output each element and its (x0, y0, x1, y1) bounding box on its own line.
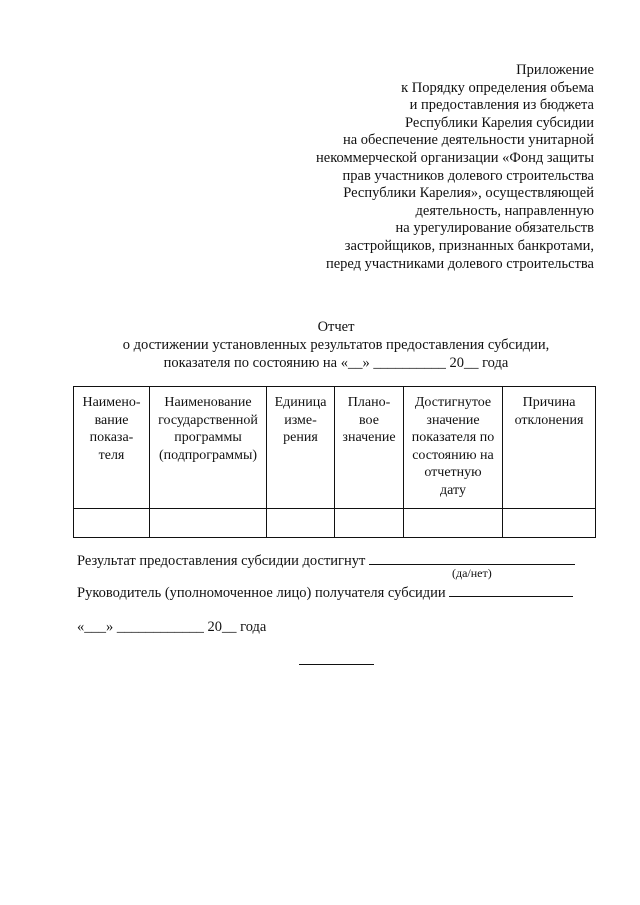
indicator-table (73, 386, 596, 538)
report-title-block (0, 318, 640, 372)
table-cell[interactable] (267, 509, 335, 538)
result-achieved-label: Результат предоставления субсидии достигнут (77, 553, 366, 569)
appendix-line: и предоставления из бюджета (409, 97, 594, 114)
appendix-line: перед участниками долевого строительства (325, 255, 594, 272)
table-row (74, 509, 596, 538)
header-indicator-name: Наимено- вание показа- теля (74, 387, 150, 509)
appendix-line: Приложение (516, 62, 594, 78)
table-cell[interactable] (404, 509, 503, 538)
header-planned-value: Плано- вое значение (335, 387, 404, 509)
head-signature-field[interactable] (449, 582, 573, 597)
table-header-row (74, 387, 596, 509)
table-cell[interactable] (335, 509, 404, 538)
report-title: Отчет (317, 319, 355, 335)
result-achieved-field[interactable] (369, 550, 575, 565)
head-signature-label: Руководитель (уполномоченное лицо) получателя субсидии (77, 585, 446, 601)
header-achieved-value: Достигнутое значение показателя по состоянию на отчетную дату (404, 387, 503, 509)
appendix-line: некоммерческой организации «Фонд защиты (316, 149, 594, 166)
appendix-line: прав участников долевого строительства (342, 167, 594, 184)
appendix-line: Республики Карелия субсидии (404, 114, 594, 131)
appendix-line: к Порядку определения объема (401, 79, 594, 96)
head-signature-line (77, 582, 573, 602)
appendix-line: Республики Карелия», осуществляющей (343, 185, 594, 202)
table-cell[interactable] (150, 509, 267, 538)
table-cell[interactable] (74, 509, 150, 538)
result-achieved-caption: (да/нет) (452, 566, 492, 580)
bottom-separator-line (299, 664, 374, 665)
header-unit: Единица изме- рения (267, 387, 335, 509)
appendix-line: на обеспечение деятельности унитарной (342, 132, 594, 149)
appendix-block (316, 62, 594, 273)
report-subtitle: о достижении установленных результатов предоставления субсидии, (122, 337, 550, 353)
table-cell[interactable] (503, 509, 596, 538)
appendix-line: на урегулирование обязательств (395, 220, 594, 237)
header-deviation-reason: Причина отклонения (503, 387, 596, 509)
appendix-line: деятельность, направленную (415, 202, 594, 219)
signature-date-line: «___» ____________ 20__ года (77, 619, 267, 635)
result-achieved-line (77, 550, 575, 570)
header-program-name: Наименование государственной программы (подпрограммы) (150, 387, 267, 509)
report-date-line: показателя по состоянию на «__» __________ 20__ года (163, 355, 509, 371)
appendix-line: застройщиков, признанных банкротами, (344, 237, 594, 254)
